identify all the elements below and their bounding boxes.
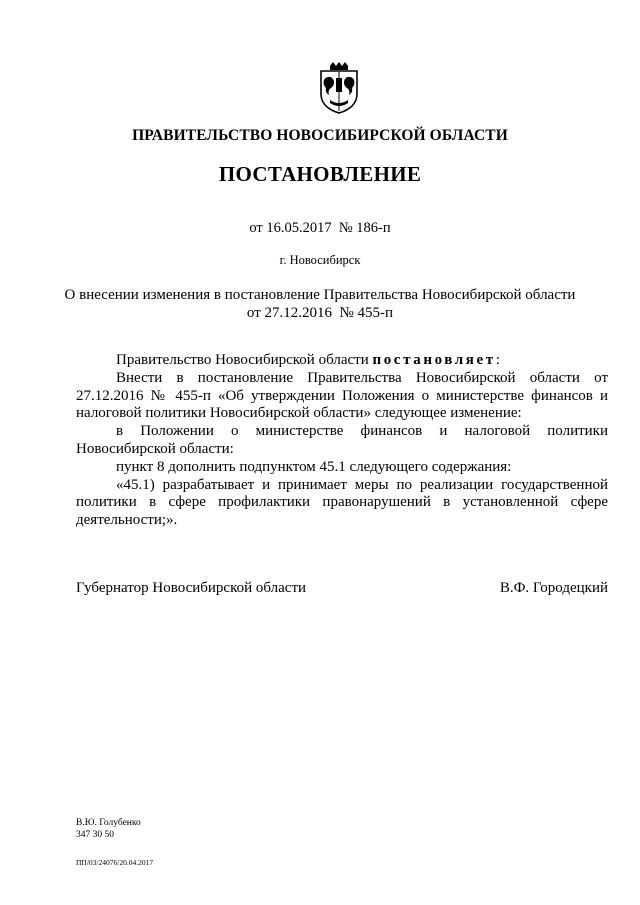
document-date-number: от 16.05.2017 № 186-п	[249, 220, 391, 236]
executor-name: В.Ю. Голубенко	[76, 818, 141, 828]
novosibirsk-coat-of-arms-icon	[316, 62, 362, 114]
intro-suffix: :	[495, 352, 500, 368]
intro-paragraph	[76, 352, 608, 370]
subject-line-2: от 27.12.2016 № 455-п	[246, 305, 394, 321]
government-name: ПРАВИТЕЛЬСТВО НОВОСИБИРСКОЙ ОБЛАСТИ	[132, 127, 508, 144]
intro-prefix: Правительство Новосибирской области	[116, 352, 373, 368]
subject-line-1: О внесении изменения в постановление Правительства Новосибирской области	[64, 287, 576, 303]
paragraph-4: «45.1) разрабатывает и принимает меры по реализации государственной политики в сфере профилактики правонарушений в установленной сфере деятельности;».	[76, 476, 608, 529]
document-type: ПОСТАНОВЛЕНИЕ	[218, 162, 422, 186]
document-body	[76, 352, 608, 530]
intro-action: постановляет	[372, 352, 496, 368]
paragraph-1: Внести в постановление Правительства Новосибирской области от 27.12.2016 № 455-п «Об утверждении Положения о министерстве финансов и налоговой политики Новосибирской области» следующее изменение:	[76, 369, 608, 422]
signatory-name: В.Ф. Городецкий	[499, 580, 608, 596]
document-code: ПП/03/24076/20.04.2017	[76, 858, 154, 867]
paragraph-2: в Положении о министерстве финансов и налоговой политики Новосибирской области:	[76, 423, 608, 457]
paragraph-3: пункт 8 дополнить подпунктом 45.1 следующего содержания:	[116, 458, 512, 475]
document-subject	[0, 286, 640, 322]
document-city: г. Новосибирск	[279, 253, 361, 267]
executor-phone: 347 30 50	[76, 830, 114, 840]
signatory-position: Губернатор Новосибирской области	[76, 580, 307, 596]
